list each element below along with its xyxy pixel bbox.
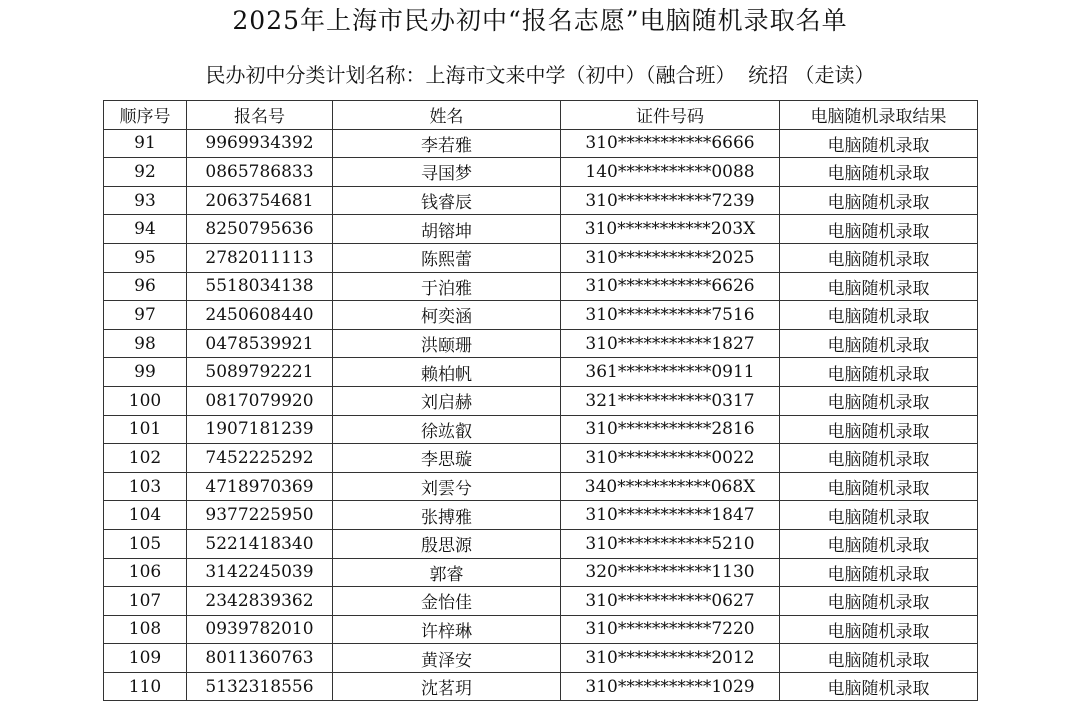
table-row (104, 501, 978, 530)
cell-id-number: 140***********0088 (561, 158, 780, 187)
header-registration-number: 报名号 (187, 101, 333, 130)
cell-id-number: 310***********6626 (561, 272, 780, 301)
cell-id-number: 310***********7239 (561, 186, 780, 215)
cell-id-number: 310***********0022 (561, 444, 780, 473)
cell-id-number: 321***********0317 (561, 386, 780, 415)
cell-admission-result: 电脑随机录取 (780, 158, 978, 187)
cell-id-number: 310***********1847 (561, 501, 780, 530)
cell-registration-number: 1907181239 (187, 415, 333, 444)
cell-registration-number: 9377225950 (187, 501, 333, 530)
cell-name: 于泊雅 (333, 272, 561, 301)
cell-id-number: 310***********2816 (561, 415, 780, 444)
cell-admission-result: 电脑随机录取 (780, 615, 978, 644)
cell-sequence-number: 95 (104, 243, 187, 272)
cell-admission-result: 电脑随机录取 (780, 358, 978, 387)
cell-admission-result: 电脑随机录取 (780, 501, 978, 530)
table-row (104, 243, 978, 272)
cell-admission-result: 电脑随机录取 (780, 672, 978, 701)
cell-id-number: 361***********0911 (561, 358, 780, 387)
cell-id-number: 310***********203X (561, 215, 780, 244)
cell-admission-result: 电脑随机录取 (780, 129, 978, 158)
cell-admission-result: 电脑随机录取 (780, 644, 978, 673)
admission-table (103, 100, 978, 701)
table-row (104, 558, 978, 587)
cell-admission-result: 电脑随机录取 (780, 444, 978, 473)
cell-registration-number: 5089792221 (187, 358, 333, 387)
cell-name: 陈熙蕾 (333, 243, 561, 272)
cell-sequence-number: 101 (104, 415, 187, 444)
cell-name: 许梓琳 (333, 615, 561, 644)
cell-id-number: 310***********7516 (561, 301, 780, 330)
table-row (104, 129, 978, 158)
cell-name: 寻国梦 (333, 158, 561, 187)
cell-id-number: 310***********0627 (561, 587, 780, 616)
cell-registration-number: 5221418340 (187, 529, 333, 558)
cell-admission-result: 电脑随机录取 (780, 272, 978, 301)
cell-sequence-number: 109 (104, 644, 187, 673)
table-header-row (104, 101, 978, 130)
cell-admission-result: 电脑随机录取 (780, 529, 978, 558)
cell-registration-number: 2450608440 (187, 301, 333, 330)
cell-id-number: 310***********1827 (561, 329, 780, 358)
page-title: 2025年上海市民办初中“报名志愿”电脑随机录取名单 (232, 6, 848, 35)
cell-registration-number: 3142245039 (187, 558, 333, 587)
table-row (104, 529, 978, 558)
cell-name: 张搏雅 (333, 501, 561, 530)
cell-sequence-number: 105 (104, 529, 187, 558)
cell-id-number: 340***********068X (561, 472, 780, 501)
cell-registration-number: 5132318556 (187, 672, 333, 701)
table-row (104, 329, 978, 358)
cell-id-number: 310***********7220 (561, 615, 780, 644)
table-row (104, 415, 978, 444)
cell-sequence-number: 107 (104, 587, 187, 616)
cell-registration-number: 9969934392 (187, 129, 333, 158)
table-row (104, 672, 978, 701)
cell-id-number: 310***********5210 (561, 529, 780, 558)
cell-id-number: 310***********2025 (561, 243, 780, 272)
cell-id-number: 310***********2012 (561, 644, 780, 673)
table-row (104, 215, 978, 244)
cell-registration-number: 2782011113 (187, 243, 333, 272)
cell-sequence-number: 94 (104, 215, 187, 244)
cell-admission-result: 电脑随机录取 (780, 215, 978, 244)
table-row (104, 644, 978, 673)
cell-name: 郭睿 (333, 558, 561, 587)
cell-registration-number: 8250795636 (187, 215, 333, 244)
cell-registration-number: 0817079920 (187, 386, 333, 415)
cell-name: 钱睿辰 (333, 186, 561, 215)
cell-sequence-number: 97 (104, 301, 187, 330)
cell-admission-result: 电脑随机录取 (780, 558, 978, 587)
table-row (104, 358, 978, 387)
cell-registration-number: 7452225292 (187, 444, 333, 473)
table-row (104, 587, 978, 616)
table-row (104, 158, 978, 187)
table-row (104, 272, 978, 301)
cell-name: 柯奕涵 (333, 301, 561, 330)
table-body (104, 129, 978, 701)
cell-sequence-number: 108 (104, 615, 187, 644)
cell-name: 徐竑叡 (333, 415, 561, 444)
cell-name: 黄泽安 (333, 644, 561, 673)
table-row (104, 615, 978, 644)
cell-name: 刘雲兮 (333, 472, 561, 501)
cell-name: 刘启赫 (333, 386, 561, 415)
cell-name: 金怡佳 (333, 587, 561, 616)
cell-registration-number: 2342839362 (187, 587, 333, 616)
table-row (104, 386, 978, 415)
cell-name: 洪颐珊 (333, 329, 561, 358)
cell-sequence-number: 106 (104, 558, 187, 587)
plan-name-subtitle: 民办初中分类计划名称：上海市文来中学（初中）（融合班） 统招 （走读） (205, 63, 875, 87)
table-row (104, 301, 978, 330)
cell-sequence-number: 96 (104, 272, 187, 301)
cell-registration-number: 0865786833 (187, 158, 333, 187)
cell-admission-result: 电脑随机录取 (780, 472, 978, 501)
cell-sequence-number: 93 (104, 186, 187, 215)
cell-sequence-number: 99 (104, 358, 187, 387)
cell-admission-result: 电脑随机录取 (780, 186, 978, 215)
cell-name: 李思璇 (333, 444, 561, 473)
cell-registration-number: 2063754681 (187, 186, 333, 215)
cell-sequence-number: 92 (104, 158, 187, 187)
cell-id-number: 310***********6666 (561, 129, 780, 158)
header-name: 姓名 (333, 101, 561, 130)
cell-name: 赖柏帆 (333, 358, 561, 387)
cell-name: 胡镕坤 (333, 215, 561, 244)
cell-admission-result: 电脑随机录取 (780, 386, 978, 415)
header-id-number: 证件号码 (561, 101, 780, 130)
cell-registration-number: 8011360763 (187, 644, 333, 673)
cell-name: 李若雅 (333, 129, 561, 158)
cell-admission-result: 电脑随机录取 (780, 301, 978, 330)
header-sequence-number: 顺序号 (104, 101, 187, 130)
cell-id-number: 310***********1029 (561, 672, 780, 701)
cell-admission-result: 电脑随机录取 (780, 243, 978, 272)
cell-id-number: 320***********1130 (561, 558, 780, 587)
table-row (104, 444, 978, 473)
cell-registration-number: 0939782010 (187, 615, 333, 644)
cell-name: 沈茗玥 (333, 672, 561, 701)
table-row (104, 186, 978, 215)
cell-registration-number: 4718970369 (187, 472, 333, 501)
table-row (104, 472, 978, 501)
header-admission-result: 电脑随机录取结果 (780, 101, 978, 130)
cell-admission-result: 电脑随机录取 (780, 587, 978, 616)
cell-sequence-number: 91 (104, 129, 187, 158)
cell-sequence-number: 100 (104, 386, 187, 415)
cell-admission-result: 电脑随机录取 (780, 415, 978, 444)
cell-name: 殷思源 (333, 529, 561, 558)
cell-sequence-number: 98 (104, 329, 187, 358)
cell-sequence-number: 104 (104, 501, 187, 530)
cell-sequence-number: 103 (104, 472, 187, 501)
cell-sequence-number: 102 (104, 444, 187, 473)
cell-admission-result: 电脑随机录取 (780, 329, 978, 358)
cell-registration-number: 0478539921 (187, 329, 333, 358)
cell-sequence-number: 110 (104, 672, 187, 701)
cell-registration-number: 5518034138 (187, 272, 333, 301)
